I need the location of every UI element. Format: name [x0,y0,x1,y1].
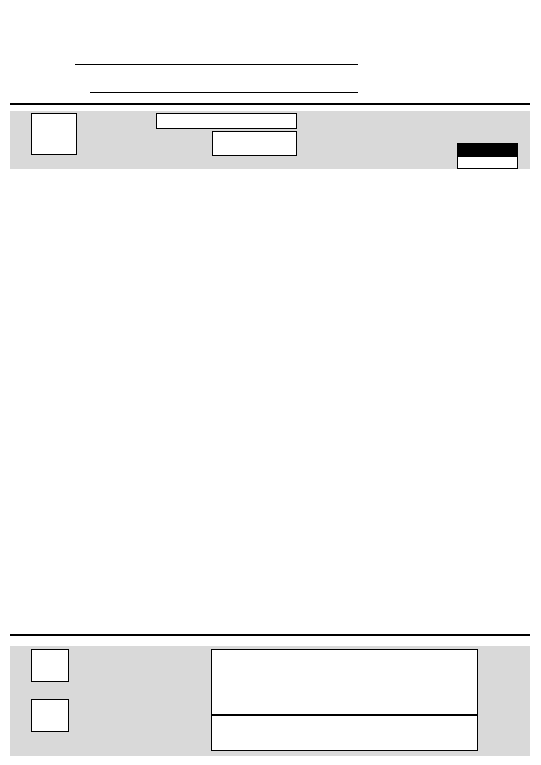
evaluation-box[interactable] [31,113,77,155]
comment-box[interactable] [211,649,478,715]
ecrire-box[interactable] [31,699,69,732]
points-sd-box[interactable] [457,156,518,169]
footer-divider [10,634,530,636]
savoir-box[interactable] [31,649,69,682]
points-sd-label [457,143,518,156]
total-box[interactable] [212,131,297,156]
date-line[interactable] [90,92,358,93]
boite-box[interactable] [156,113,297,129]
name-line[interactable] [75,64,358,65]
header-divider [10,103,530,105]
signature-box[interactable] [211,715,478,751]
